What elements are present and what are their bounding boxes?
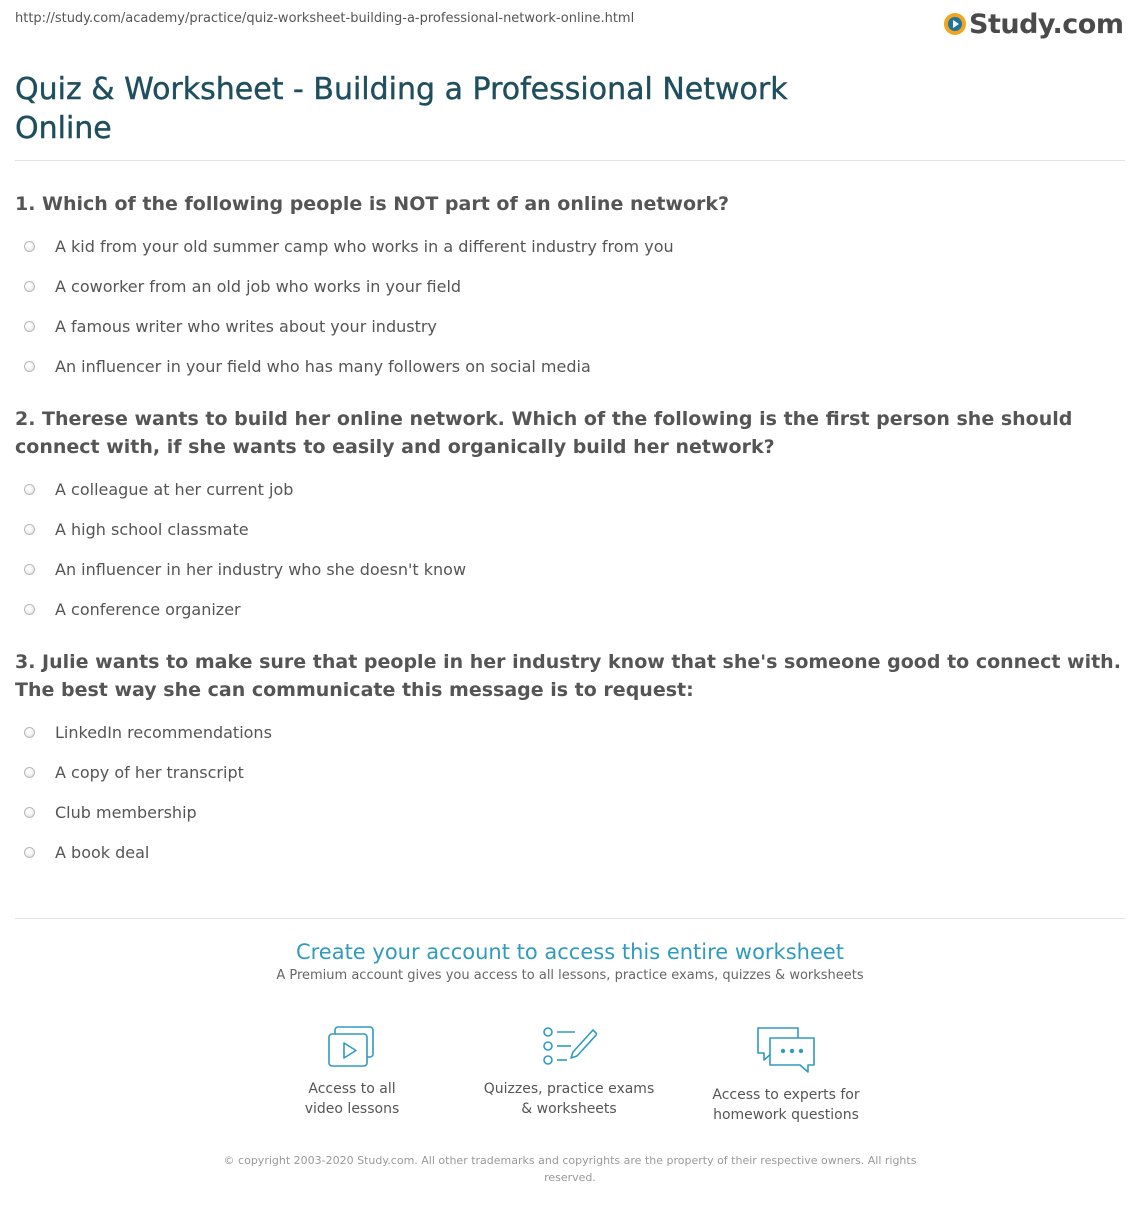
- radio-button[interactable]: [24, 524, 35, 535]
- copyright-text: © copyright 2003-2020 Study.com. All other trademarks and copyrights are the property of their respective owners. All rights reserved.: [223, 1154, 917, 1184]
- feature-text: Access to experts for homework questions: [712, 1087, 860, 1123]
- video-lessons-icon: [326, 1025, 378, 1069]
- chat-bubbles-icon: [754, 1025, 818, 1075]
- answer-option[interactable]: [15, 832, 1125, 872]
- answer-option[interactable]: [15, 752, 1125, 792]
- radio-button[interactable]: [24, 321, 35, 332]
- radio-button[interactable]: [24, 361, 35, 372]
- radio-button[interactable]: [24, 484, 35, 495]
- study-logo[interactable]: [944, 6, 1123, 42]
- radio-button[interactable]: [24, 727, 35, 738]
- section-divider: [15, 918, 1125, 919]
- answer-text: LinkedIn recommendations: [55, 722, 272, 742]
- answer-text: An influencer in her industry who she doesn't know: [55, 559, 467, 579]
- answer-text: A book deal: [55, 842, 150, 862]
- answer-text: An influencer in your field who has many followers on social media: [55, 356, 591, 376]
- answer-option[interactable]: [15, 266, 1125, 306]
- radio-button[interactable]: [24, 767, 35, 778]
- question-2: [15, 405, 1125, 629]
- feature-experts: [686, 1025, 886, 1125]
- answer-text: A kid from your old summer camp who works in a different industry from you: [55, 236, 674, 256]
- answer-option[interactable]: [15, 346, 1125, 386]
- quiz-checklist-icon: [541, 1025, 597, 1069]
- premium-promo: [0, 940, 1140, 983]
- radio-button[interactable]: [24, 564, 35, 575]
- page-title: Quiz & Worksheet - Building a Professional Network Online: [15, 72, 788, 146]
- answer-text: Club membership: [55, 802, 197, 822]
- answer-option[interactable]: [15, 712, 1125, 752]
- radio-button[interactable]: [24, 807, 35, 818]
- logo-text: Study.com: [969, 8, 1124, 40]
- answer-text: A famous writer who writes about your industry: [55, 316, 437, 336]
- answer-text: A high school classmate: [55, 519, 249, 539]
- feature-text: Access to all video lessons: [304, 1081, 400, 1117]
- answer-text: A copy of her transcript: [55, 762, 244, 782]
- answer-option[interactable]: [15, 509, 1125, 549]
- question-text: 1. Which of the following people is NOT part of an online network?: [15, 193, 730, 215]
- question-3: [15, 648, 1125, 872]
- answer-text: A colleague at her current job: [55, 479, 294, 499]
- answer-option[interactable]: [15, 549, 1125, 589]
- answer-option[interactable]: [15, 589, 1125, 629]
- radio-button[interactable]: [24, 604, 35, 615]
- title-divider: [15, 160, 1125, 161]
- page-url: http://study.com/academy/practice/quiz-worksheet-building-a-professional-network-online.html: [15, 11, 635, 26]
- feature-text: Quizzes, practice exams & worksheets: [483, 1081, 655, 1117]
- answer-option[interactable]: [15, 306, 1125, 346]
- answer-option[interactable]: [15, 469, 1125, 509]
- play-logo-icon: [944, 13, 966, 35]
- feature-quizzes: [469, 1025, 669, 1119]
- promo-subtitle: A Premium account gives you access to all lessons, practice exams, quizzes & worksheets: [276, 968, 864, 983]
- question-text: 2. Therese wants to build her online network. Which of the following is the first person she should connect with, if she wants to easily and organically build her network?: [15, 408, 1073, 458]
- answer-option[interactable]: [15, 226, 1125, 266]
- radio-button[interactable]: [24, 281, 35, 292]
- radio-button[interactable]: [24, 847, 35, 858]
- feature-video-lessons: [252, 1025, 452, 1119]
- answer-option[interactable]: [15, 792, 1125, 832]
- question-text: 3. Julie wants to make sure that people in her industry know that she's someone good to connect with. The best way she can communicate this message is to request:: [15, 651, 1121, 701]
- question-list: [15, 190, 1125, 891]
- answer-text: A coworker from an old job who works in your field: [55, 276, 462, 296]
- promo-title-link[interactable]: Create your account to access this entire worksheet: [295, 940, 845, 964]
- question-1: [15, 190, 1125, 386]
- answer-text: A conference organizer: [55, 599, 241, 619]
- radio-button[interactable]: [24, 241, 35, 252]
